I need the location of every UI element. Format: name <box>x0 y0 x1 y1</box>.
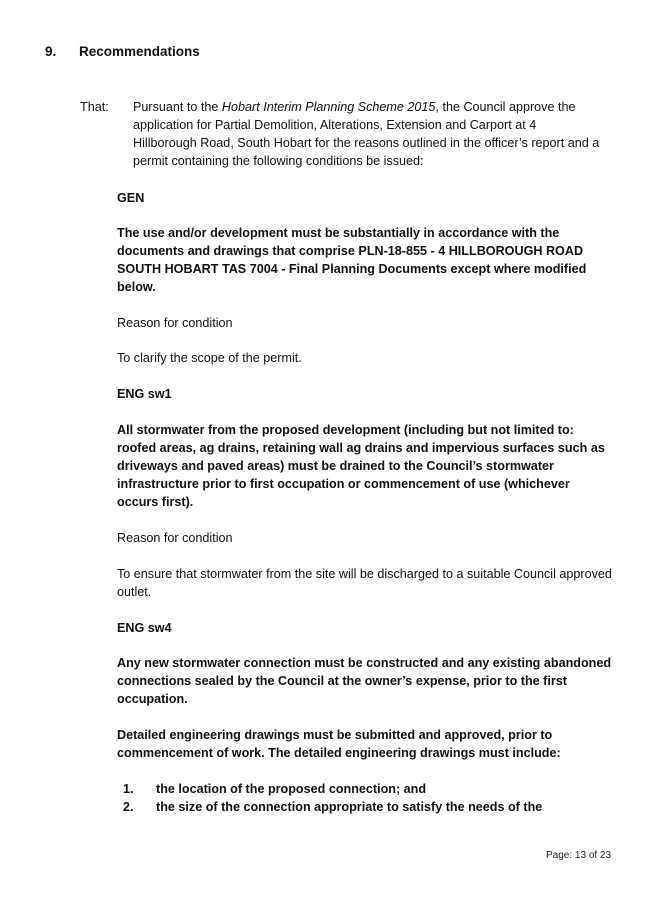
condition-code-gen: GEN <box>117 191 145 205</box>
intro-label: That: <box>80 100 109 114</box>
list-item: the location of the proposed connection; and <box>156 782 427 796</box>
reason-text-sw1: To ensure that stormwater from the site will be discharged to a suitable Council approved outlet. <box>117 567 612 599</box>
intro-paragraph <box>133 98 603 170</box>
reason-text-gen: To clarify the scope of the permit. <box>117 351 302 365</box>
reason-label-sw1: Reason for condition <box>117 531 233 545</box>
condition-text-gen: The use and/or development must be substantially in accordance with the documents and drawings that comprise PLN-18-855 - 4 HILLBOROUGH ROAD SOUTH HOBART TAS 7004 - Final Planning Documents except where modified below. <box>117 226 587 294</box>
condition-code-sw1: ENG sw1 <box>117 387 172 401</box>
list-number: 1. <box>123 782 134 796</box>
section-number: 9. <box>45 44 57 59</box>
list-item: the size of the connection appropriate to satisfy the needs of the <box>156 800 543 814</box>
page-number: Page: 13 of 23 <box>546 850 612 861</box>
condition-text-sw1: All stormwater from the proposed development (including but not limited to: roofed areas, ag drains, retaining wall ag drains and impervious surfaces such as driveways and paved areas) must be drained to the Council’s stormwater infrastructure prior to first occupation or commencement of use (whichever occurs first). <box>117 423 605 509</box>
intro-text-before: Pursuant to the <box>133 100 222 114</box>
section-title: Recommendations <box>79 44 200 59</box>
list-number: 2. <box>123 800 134 814</box>
condition-code-sw4: ENG sw4 <box>117 621 172 635</box>
scheme-name: Hobart Interim Planning Scheme 2015 <box>221 100 436 114</box>
intro-text-after: , the Council approve the application for Partial Demolition, Alterations, Extension and Carport at 4 Hillborough Road, South Hobart for the reasons outlined in the officer’s report and a permit containing the following conditions be issued: <box>133 100 600 168</box>
condition-text2-sw4: Detailed engineering drawings must be submitted and approved, prior to commencement of work. The detailed engineering drawings must include: <box>117 728 561 760</box>
reason-label-gen: Reason for condition <box>117 316 233 330</box>
condition-text-sw4: Any new stormwater connection must be constructed and any existing abandoned connections sealed by the Council at the owner’s expense, prior to the first occupation. <box>117 656 612 706</box>
